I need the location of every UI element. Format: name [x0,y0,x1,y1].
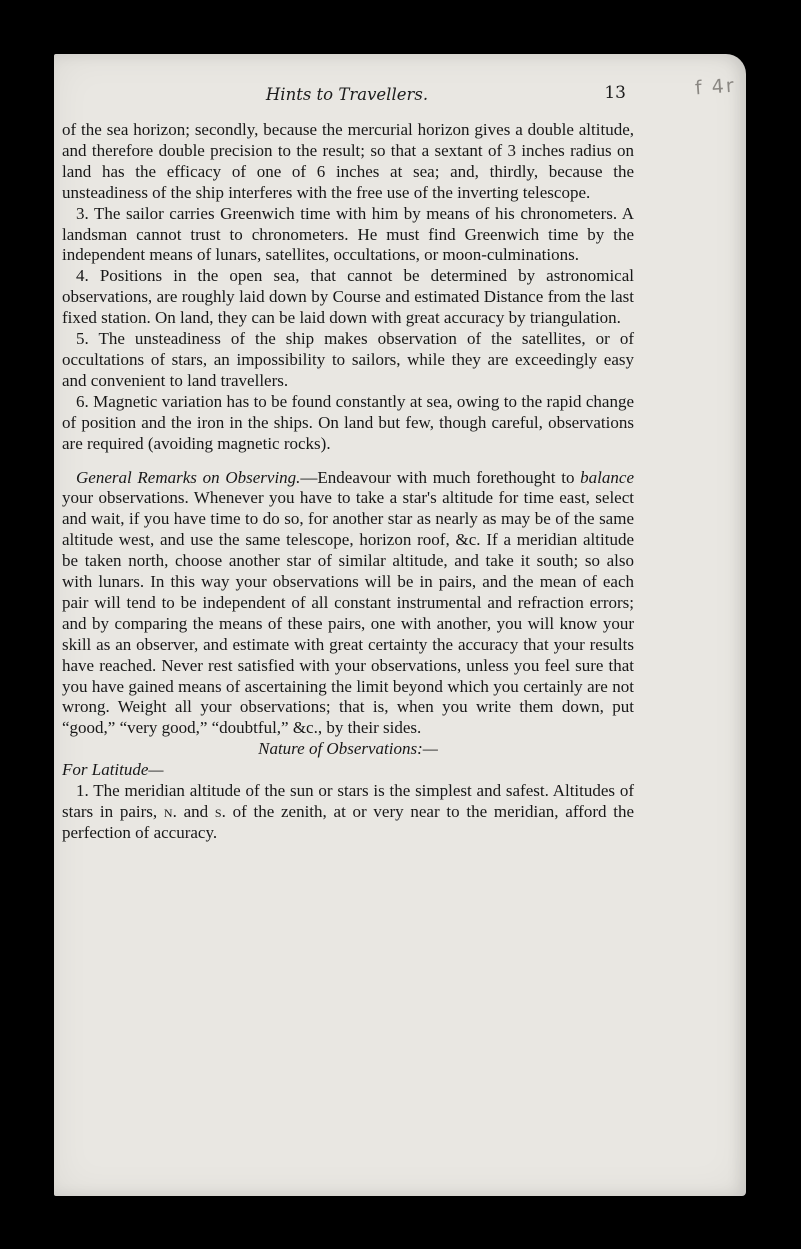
general-remarks-balance: balance [580,467,634,487]
paragraph-4: 4. Positions in the open sea, that cannot be determined by astronomical observations, are roughly laid down by Course and estimated Distance from the last fixed station. On land, they can be laid down with great accuracy by triangulation. [62,266,634,328]
latitude-and: and [176,802,215,821]
general-remarks-text-1: —Endeavour with much forethought to [300,467,581,487]
latitude-text-2: of the zenith, at or very near to the meridian, afford the perfection of accuracy. [62,802,635,842]
abbr-south: s. [214,802,226,821]
latitude-text-1: 1. The meridian altitude of the sun or stars is the simplest and safest. Altitudes of stars in pairs, [62,781,634,821]
paragraph-5: 5. The unsteadiness of the ship makes observation of the satellites, or of occultations of stars, an impossibility to sailors, while they are exceedingly easy and convenient to land travellers. [62,329,634,390]
running-header [62,85,632,111]
nature-of-observations-heading: Nature of Observations:— [258,739,438,759]
abbr-north: n. [163,802,177,821]
general-remarks-heading: General Remarks on Observing. [76,467,301,487]
paragraph-3: 3. The sailor carries Greenwich time with him by means of his chronometers. A landsman cannot trust to chronometers. He must find Greenwich time by the independent means of lunars, satellites, occultations, or moon-culminations. [62,203,634,265]
paragraph-continuation: of the sea horizon; secondly, because the mercurial horizon gives a double altitude, and therefore double precision to the result; so that a sextant of 3 inches radius on land has the efficacy of one of 6 inches at sea; and, thirdly, because the unsteadiness of the ship interferes with the free use of the inverting telescope. [62,120,634,202]
page-number: 13 [604,83,626,103]
for-latitude-heading: For Latitude— [62,760,164,780]
pencil-folio-note: f 4r [694,74,737,100]
paragraph-general-remarks [62,468,634,740]
paragraph-latitude-1 [62,781,634,844]
general-remarks-text-2: your observations. Whenever you have to take a star's altitude for time east, select and wait, if you have time to do so, for another star as nearly as may be of the same altitude west, and use the same telescope, horizon roof, &c. If a meridian altitude be taken north, choose another star of similar altitude, and take it south; so also with lunars. In this way your observations will be in pairs, and the mean of each pair will tend to be independent of all constant instrumental and refraction errors; and by comparing the means of these pairs, one with another, you will know your skill as an observer, and estimate with great certainty the accuracy that your results have reached. Never rest satisfied with your observations, unless you feel sure that you have gained means of ascertaining the limit beyond which you certainly are not wrong. Weight all your observations; that is, when you write them down, put “good,” “very good,” “doubtful,” &c., by their sides. [62,488,634,738]
page-body [62,120,634,844]
running-title: Hints to Travellers. [265,85,429,104]
paragraph-6: 6. Magnetic variation has to be found constantly at sea, owing to the rapid change of position and the iron in the ships. On land but few, though careful, observations are required (avoiding magnetic rocks). [62,391,634,453]
